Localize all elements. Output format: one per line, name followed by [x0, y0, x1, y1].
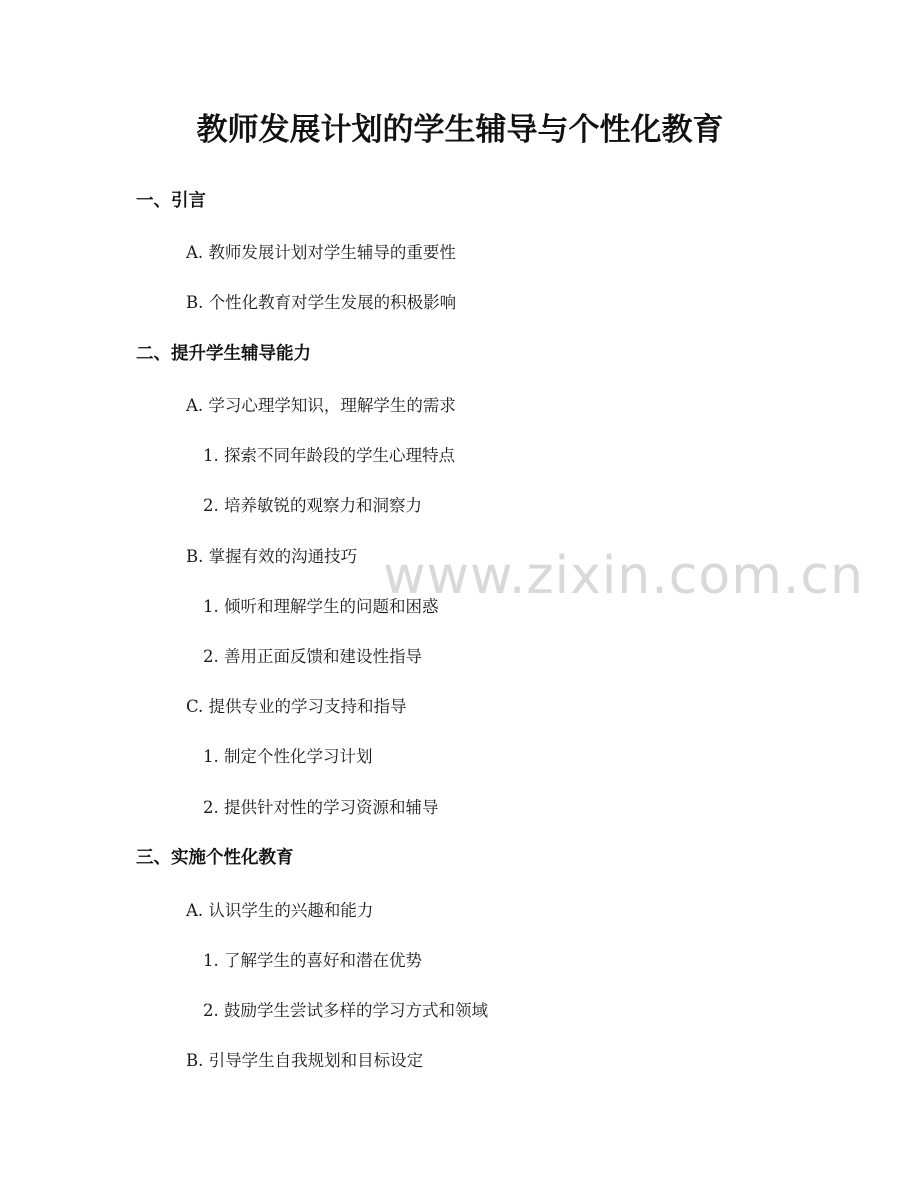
outline-subitem: 2. 鼓励学生尝试多样的学习方式和领域: [203, 1001, 488, 1020]
watermark: www.zixin.com.cn: [383, 546, 864, 606]
section-heading-introduction: 一、引言: [136, 191, 206, 211]
outline-item: B. 个性化教育对学生发展的积极影响: [186, 293, 457, 312]
outline-subitem: 1. 了解学生的喜好和潜在优势: [203, 951, 422, 970]
outline-item: C. 提供专业的学习支持和指导: [186, 697, 407, 716]
outline-subitem: 1. 制定个性化学习计划: [203, 747, 373, 766]
section-heading-personalized-education: 三、实施个性化教育: [136, 848, 294, 868]
outline-subitem: 2. 提供针对性的学习资源和辅导: [203, 798, 439, 817]
outline-item: B. 引导学生自我规划和目标设定: [186, 1051, 424, 1070]
outline-subitem: 2. 培养敏锐的观察力和洞察力: [203, 496, 422, 515]
outline-item: B. 掌握有效的沟通技巧: [186, 547, 358, 566]
outline-item: A. 教师发展计划对学生辅导的重要性: [186, 243, 456, 262]
document-title: 教师发展计划的学生辅导与个性化教育: [196, 112, 724, 148]
section-heading-counseling: 二、提升学生辅导能力: [136, 344, 311, 364]
outline-item: A. 认识学生的兴趣和能力: [186, 901, 374, 920]
outline-subitem: 1. 倾听和理解学生的问题和困惑: [203, 597, 439, 616]
outline-item: A. 学习心理学知识，理解学生的需求: [186, 396, 456, 415]
outline-subitem: 1. 探索不同年龄段的学生心理特点: [203, 446, 455, 465]
outline-subitem: 2. 善用正面反馈和建设性指导: [203, 647, 422, 666]
